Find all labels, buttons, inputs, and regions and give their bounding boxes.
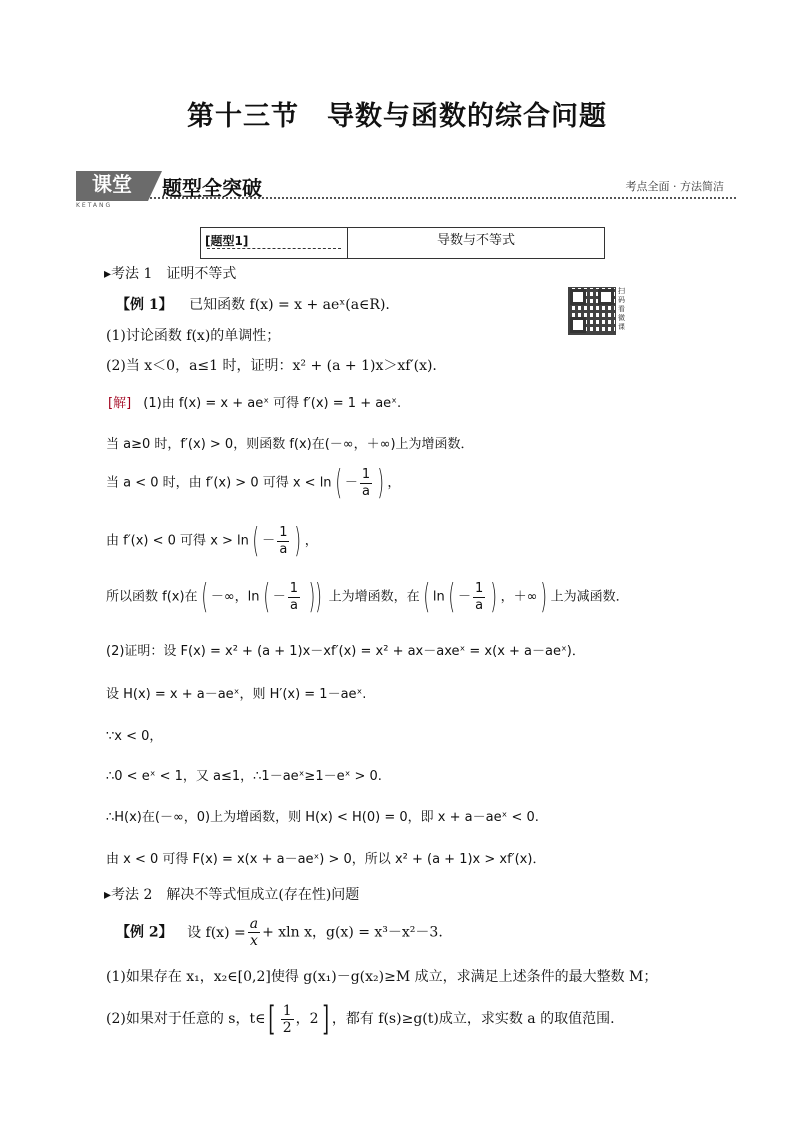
- example-2-text: 设 f(x) =: [187, 924, 246, 941]
- right-bracket: ]: [321, 999, 329, 1039]
- left-paren: (: [422, 577, 430, 617]
- fraction: [248, 916, 260, 949]
- solution-line-6: (2)证明：设 F(x) = x² + (a + 1)x－xf′(x) = x² + ax－axeˣ = x(x + a－aeˣ)．: [106, 644, 585, 659]
- type-label-cell: [201, 228, 348, 258]
- fraction: [281, 1003, 294, 1036]
- minus-sign: －: [458, 589, 472, 605]
- solution-line-9: ∴0 < eˣ < 1，又 a≤1，∴1－aeˣ≥1－eˣ > 0.: [106, 769, 382, 784]
- solution-text: 上为减函数．: [550, 589, 629, 605]
- dashed-underline: [207, 248, 341, 249]
- right-paren: ): [490, 577, 498, 617]
- type-label: [题型1]: [205, 234, 249, 248]
- banner-divider: [150, 197, 736, 199]
- solution-text: (1)由 f(x) = x + aeˣ 可得 f′(x) = 1 + aeˣ.: [143, 396, 402, 411]
- numerator: 1: [279, 524, 288, 540]
- solution-text: ，＋∞: [500, 589, 538, 605]
- example-2-text: (2)如果对于任意的 s，t∈: [106, 1011, 266, 1027]
- denominator: a: [362, 483, 370, 499]
- qr-finder-icon: [598, 289, 614, 305]
- denominator: x: [249, 933, 258, 949]
- qr-code[interactable]: [568, 287, 616, 335]
- left-bracket: [: [268, 999, 276, 1039]
- example-2-text: + xln x，g(x) = x³－x²－3.: [262, 924, 443, 941]
- numerator: a: [249, 916, 259, 932]
- method-2-heading: ▸考法 2 解决不等式恒成立(存在性)问题: [104, 887, 360, 903]
- fraction: [473, 581, 485, 614]
- method-1-heading: ▸考法 1 证明不等式: [104, 266, 237, 282]
- example-2-tag: 【例 2】: [116, 924, 173, 941]
- denominator: a: [475, 597, 484, 613]
- solution-line-4: [106, 521, 318, 561]
- type-topic: 导数与不等式: [436, 233, 515, 248]
- example-1-q2: (2)当 x＜0，a≤1 时，证明：x² + (a + 1)x＞xf′(x).: [106, 358, 437, 374]
- minus-sign: －: [344, 475, 358, 491]
- right-paren: ): [377, 463, 385, 503]
- solution-line-5: [106, 577, 629, 617]
- example-1-q1: (1)讨论函数 f(x)的单调性；: [106, 328, 281, 344]
- denominator: a: [289, 597, 298, 613]
- right-paren: )): [308, 577, 322, 617]
- example-2-text: ，都有 f(s)≥g(t)成立，求实数 a 的取值范围.: [331, 1011, 615, 1027]
- solution-text: 上为增函数，在: [328, 589, 420, 605]
- banner-heading: 题型全突破: [162, 176, 262, 200]
- denominator: a: [279, 541, 288, 557]
- fraction: [360, 467, 372, 500]
- banner-sublabel: KETANG: [76, 202, 113, 209]
- solution-line-8: ∵x < 0，: [106, 729, 163, 744]
- example-1-tag: 【例 1】: [116, 297, 173, 313]
- solution-text: ，: [304, 533, 318, 549]
- question-type-table: [200, 227, 605, 259]
- qr-finder-icon: [570, 317, 586, 333]
- left-paren: (: [200, 577, 208, 617]
- minus-sign: －: [262, 533, 276, 549]
- solution-line-3: [106, 463, 401, 503]
- numerator: 1: [361, 466, 371, 482]
- page-title: 第十三节 导数与函数的综合问题: [187, 101, 607, 132]
- example-2-text: ，2: [295, 1011, 319, 1027]
- qr-finder-icon: [570, 289, 586, 305]
- solution-line-2: 当 a≥0 时，f′(x) > 0，则函数 f(x)在(－∞，＋∞)上为增函数．: [106, 437, 474, 452]
- example-1-stem: 已知函数 f(x) = x + aeˣ(a∈R).: [189, 297, 390, 313]
- left-paren: (: [334, 463, 342, 503]
- solution-line-7: 设 H(x) = x + a－aeˣ，则 H′(x) = 1－aeˣ.: [106, 687, 367, 702]
- solution-text: ，: [387, 475, 401, 491]
- solution-line-11: 由 x < 0 可得 F(x) = x(x + a－aeˣ) > 0，所以 x² + (a + 1)x > xf′(x)．: [106, 852, 546, 867]
- denominator: 2: [282, 1019, 292, 1036]
- numerator: 1: [282, 1002, 292, 1019]
- fraction: [288, 581, 300, 614]
- banner-motto: 考点全面 · 方法简洁: [625, 180, 724, 193]
- numerator: 1: [289, 580, 299, 596]
- example-1: [116, 294, 390, 314]
- example-2-q2: [106, 999, 615, 1039]
- solution-line-1: [108, 392, 401, 411]
- left-paren: (: [252, 521, 259, 561]
- left-paren: (: [448, 577, 455, 617]
- solution-text: ln: [432, 589, 445, 605]
- solution-line-10: ∴H(x)在(－∞，0)上为增函数，则 H(x) < H(0) = 0，即 x + a－aeˣ < 0.: [106, 810, 539, 825]
- qr-caption: 扫码看微课: [618, 287, 625, 331]
- numerator: 1: [475, 580, 484, 596]
- solution-text: 所以函数 f(x)在: [106, 589, 198, 605]
- solution-text: 由 f′(x) < 0 可得 x > ln: [106, 533, 249, 549]
- example-2-q1: (1)如果存在 x₁，x₂∈[0,2]使得 g(x₁)－g(x₂)≥M 成立，求满足上述条件的最大整数 M；: [106, 969, 658, 985]
- solution-tag: [解]: [108, 396, 132, 411]
- minus-sign: －: [272, 589, 286, 605]
- left-paren: (: [262, 577, 270, 617]
- solution-text: 当 a < 0 时，由 f′(x) > 0 可得 x < ln: [106, 475, 332, 491]
- fraction: [277, 525, 289, 558]
- banner-label: 课堂: [76, 171, 148, 201]
- right-paren: ): [294, 521, 302, 561]
- solution-text: －∞，ln: [210, 589, 260, 605]
- example-2-stem: [116, 916, 443, 949]
- right-paren: ): [540, 577, 548, 617]
